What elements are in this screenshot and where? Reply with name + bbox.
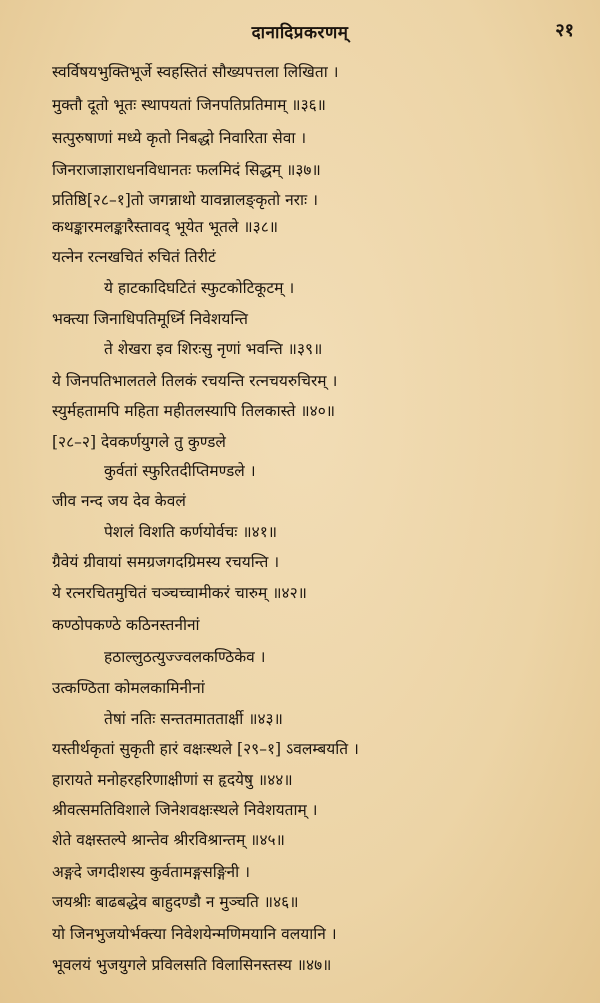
text-line: तेषां नतिः सन्ततमाततार्क्षी ॥४३॥ [104, 710, 283, 728]
text-line: श्रीवत्समतिविशाले जिनेशवक्षःस्थले निवेशयताम् । [52, 801, 318, 819]
text-line: कथङ्कारमलङ्कारैस्तावद् भूयेत भूतले ॥३८॥ [52, 218, 279, 236]
text-line: जयश्रीः बाढबद्धेव बाहुदण्डौ न मुञ्चति ॥४६॥ [52, 893, 299, 911]
text-line: कण्ठोपकण्ठे कठिनस्तनीनां [52, 616, 200, 634]
text-line: हठाल्लुठत्युज्ज्वलकण्ठिकेव । [104, 648, 266, 666]
page-number: २१ [555, 20, 574, 41]
text-line: यत्नेन रत्नखचितं रुचितं तिरीटं [52, 248, 216, 266]
text-line: स्युर्महतामपि महिता महीतलस्यापि तिलकास्ते ॥४०॥ [52, 402, 336, 420]
text-line: हारायते मनोहरहरिणाक्षीणां स हृदयेषु ॥४४॥ [52, 771, 293, 789]
text-line: अङ्गदे जगदीशस्य कुर्वतामङ्गसङ्गिनी । [52, 863, 250, 881]
page-title: दानादिप्रकरणम् [251, 23, 349, 43]
text-line: यस्तीर्थकृतां सुकृती हारं वक्षःस्थले [२९–१] ऽवलम्बयति । [52, 740, 359, 758]
text-line: सत्पुरुषाणां मध्ये कृतो निबद्धो निवारिता सेवा । [52, 129, 307, 147]
text-line: प्रतिष्ठि[२८–१]तो जगन्नाथो यावन्नालङ्कृतो नराः । [52, 191, 318, 209]
text-line: जीव नन्द जय देव केवलं [52, 492, 186, 510]
text-line: ये रत्नरचितमुचितं चञ्चच्चामीकरं चारुम् ॥४२॥ [52, 584, 307, 602]
text-line: स्वर्विषयभुक्तिभूर्जे स्वहस्तितं सौख्यपत्तला लिखिता । [52, 63, 339, 81]
text-line: पेशलं विशति कर्णयोर्वचः ॥४१॥ [104, 523, 278, 541]
text-line: भक्त्या जिनाधिपतिमूर्ध्नि निवेशयन्ति [52, 310, 248, 328]
text-line: ये हाटकादिघटितं स्फुटकोटिकूटम् । [104, 279, 295, 297]
text-line: मुक्तौ दूतो भूतः स्थापयतां जिनपतिप्रतिमाम् ॥३६॥ [52, 96, 326, 114]
text-line: ते शेखरा इव शिरःसु नृणां भवन्ति ॥३९॥ [104, 340, 323, 358]
text-line: कुर्वतां स्फुरितदीप्तिमण्डले । [104, 462, 256, 480]
text-line: [२८–२] देवकर्णयुगले तु कुण्डले [52, 433, 226, 451]
text-line: भूवलयं भुजयुगले प्रविलसति विलासिनस्तस्य ॥४७॥ [52, 956, 332, 974]
text-line: यो जिनभुजयोर्भक्त्या निवेशयेन्मणिमयानि वलयानि । [52, 925, 337, 943]
text-line: जिनराजाज्ञाराधनविधानतः फलमिदं सिद्धम् ॥३७॥ [52, 161, 321, 179]
text-line: शेते वक्षस्तल्पे श्रान्तेव श्रीरविश्रान्तम् ॥४५॥ [52, 831, 285, 849]
text-line: ये जिनपतिभालतले तिलकं रचयन्ति रत्नचयरुचिरम् । [52, 372, 338, 390]
text-line: ग्रैवेयं ग्रीवायां समग्रजगदग्रिमस्य रचयन्ति । [52, 553, 280, 571]
text-line: उत्कण्ठिता कोमलकामिनीनां [52, 679, 205, 697]
